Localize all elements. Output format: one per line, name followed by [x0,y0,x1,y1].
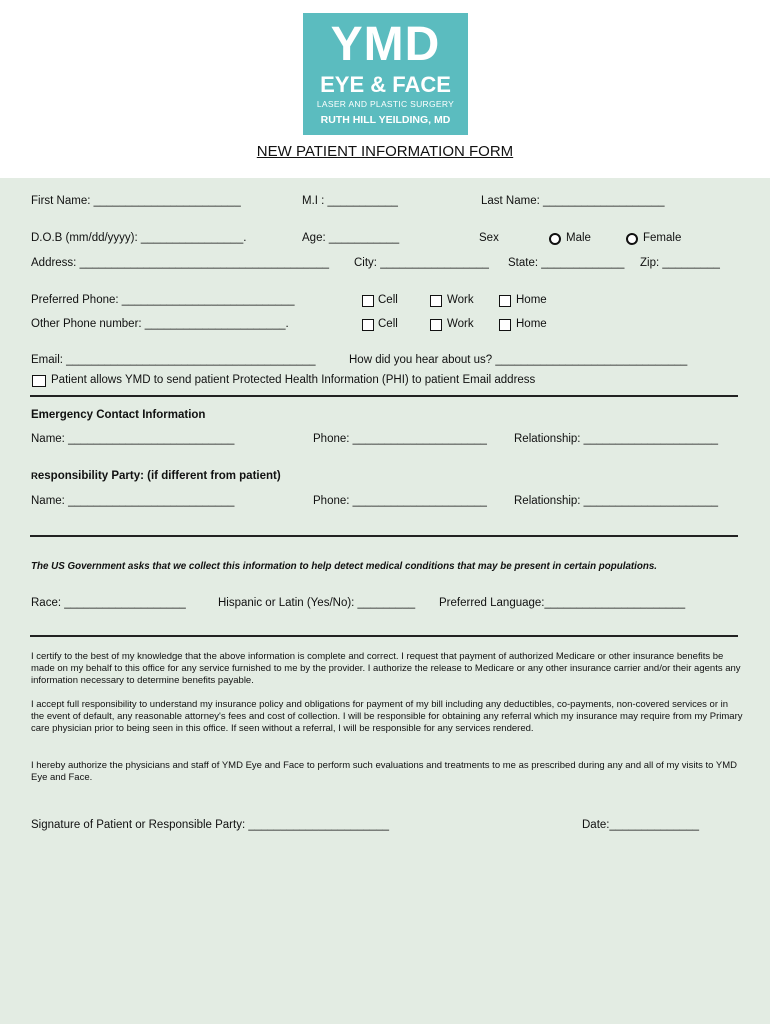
responsibility-heading [31,470,281,482]
financial-responsibility-paragraph: I accept full responsibility to understand my insurance policy and obligations for payment of my bill including any deductibles, co-payments, non-covered services or in the event of default, any reasonable attorney's fees and cost of collection. I will be responsible for obtaining any referral which my insurance may require from my Primary care physician prior to being seen in this office. If seen without a referral, I will be responsible for any services rendered. [31,699,743,734]
emergency-phone-field[interactable]: Phone: _____________________ [313,433,487,445]
authorization-paragraph: I hereby authorize the physicians and staff of YMD Eye and Face to perform such evaluations and treatments to me as prescribed during any and all of my visits to YMD Eye and Face. [31,760,738,783]
phi-consent-checkbox[interactable] [32,375,46,387]
responsibility-heading-initial: R [31,471,38,482]
logo-laser-text: LASER AND PLASTIC SURGERY [316,99,455,109]
city-field[interactable]: City: _________________ [354,257,489,269]
emergency-relationship-field[interactable]: Relationship: _____________________ [514,433,718,445]
male-radio[interactable] [549,233,561,245]
date-field[interactable]: Date:______________ [582,819,700,831]
emergency-heading: Emergency Contact Information [31,409,206,421]
section-divider [30,535,738,537]
ymd-logo [303,13,468,135]
section-divider [30,395,738,397]
signature-field[interactable]: Signature of Patient or Responsible Party: ______________________ [31,819,390,831]
sex-label: Sex [479,232,499,244]
preferred-work-checkbox[interactable] [430,295,442,307]
male-label: Male [566,232,591,244]
responsibility-relationship-field[interactable]: Relationship: _____________________ [514,495,718,507]
first-name-field[interactable]: First Name: _______________________ [31,195,241,207]
how-did-you-hear-field[interactable]: How did you hear about us? ______________________________ [349,354,688,366]
email-field[interactable]: Email: _______________________________________ [31,354,316,366]
preferred-cell-checkbox[interactable] [362,295,374,307]
other-work-label: Work [447,318,474,330]
logo-ymd-text: YMD [330,18,441,71]
preferred-work-label: Work [447,294,474,306]
government-note: The US Government asks that we collect this information to help detect medical conditions that may be present in certain populations. [31,561,658,572]
preferred-cell-label: Cell [378,294,398,306]
age-field[interactable]: Age: ___________ [302,232,400,244]
state-field[interactable]: State: _____________ [508,257,625,269]
responsibility-name-field[interactable]: Name: __________________________ [31,495,235,507]
preferred-home-label: Home [516,294,547,306]
hispanic-field[interactable]: Hispanic or Latin (Yes/No): _________ [218,597,416,609]
phi-consent-label: Patient allows YMD to send patient Protected Health Information (PHI) to patient Email address [51,374,536,386]
last-name-field[interactable]: Last Name: ___________________ [481,195,665,207]
form-title: NEW PATIENT INFORMATION FORM [256,143,514,160]
preferred-home-checkbox[interactable] [499,295,511,307]
middle-initial-field[interactable]: M.I : ___________ [302,195,398,207]
responsibility-heading-text: esponsibility Party: (if different from patient) [37,470,281,482]
female-radio[interactable] [626,233,638,245]
other-work-checkbox[interactable] [430,319,442,331]
race-field[interactable]: Race: ___________________ [31,597,186,609]
certification-paragraph: I certify to the best of my knowledge that the above information is complete and correct. I request that payment of authorized Medicare or other insurance benefits be made on my behalf to this office for any service furnished to me by the provider. I authorize the release to Medicare or any other insurance carrier and/or their agents any information necessary to determine benefits payable. [31,651,741,686]
responsibility-phone-field[interactable]: Phone: _____________________ [313,495,487,507]
section-divider [30,635,738,637]
zip-field[interactable]: Zip: _________ [640,257,720,269]
other-cell-label: Cell [378,318,398,330]
preferred-language-field[interactable]: Preferred Language:______________________ [439,597,686,609]
other-home-checkbox[interactable] [499,319,511,331]
preferred-phone-field[interactable]: Preferred Phone: ___________________________ [31,294,295,306]
emergency-name-field[interactable]: Name: __________________________ [31,433,235,445]
address-field[interactable]: Address: _______________________________________ [31,257,330,269]
other-phone-field[interactable]: Other Phone number: ______________________. [31,318,289,330]
logo-doctor-name: RUTH HILL YEILDING, MD [320,114,451,126]
dob-field[interactable]: D.O.B (mm/dd/yyyy): ________________. [31,232,247,244]
other-cell-checkbox[interactable] [362,319,374,331]
female-label: Female [643,232,682,244]
other-home-label: Home [516,318,547,330]
logo-eye-face-text: EYE & FACE [320,72,451,97]
